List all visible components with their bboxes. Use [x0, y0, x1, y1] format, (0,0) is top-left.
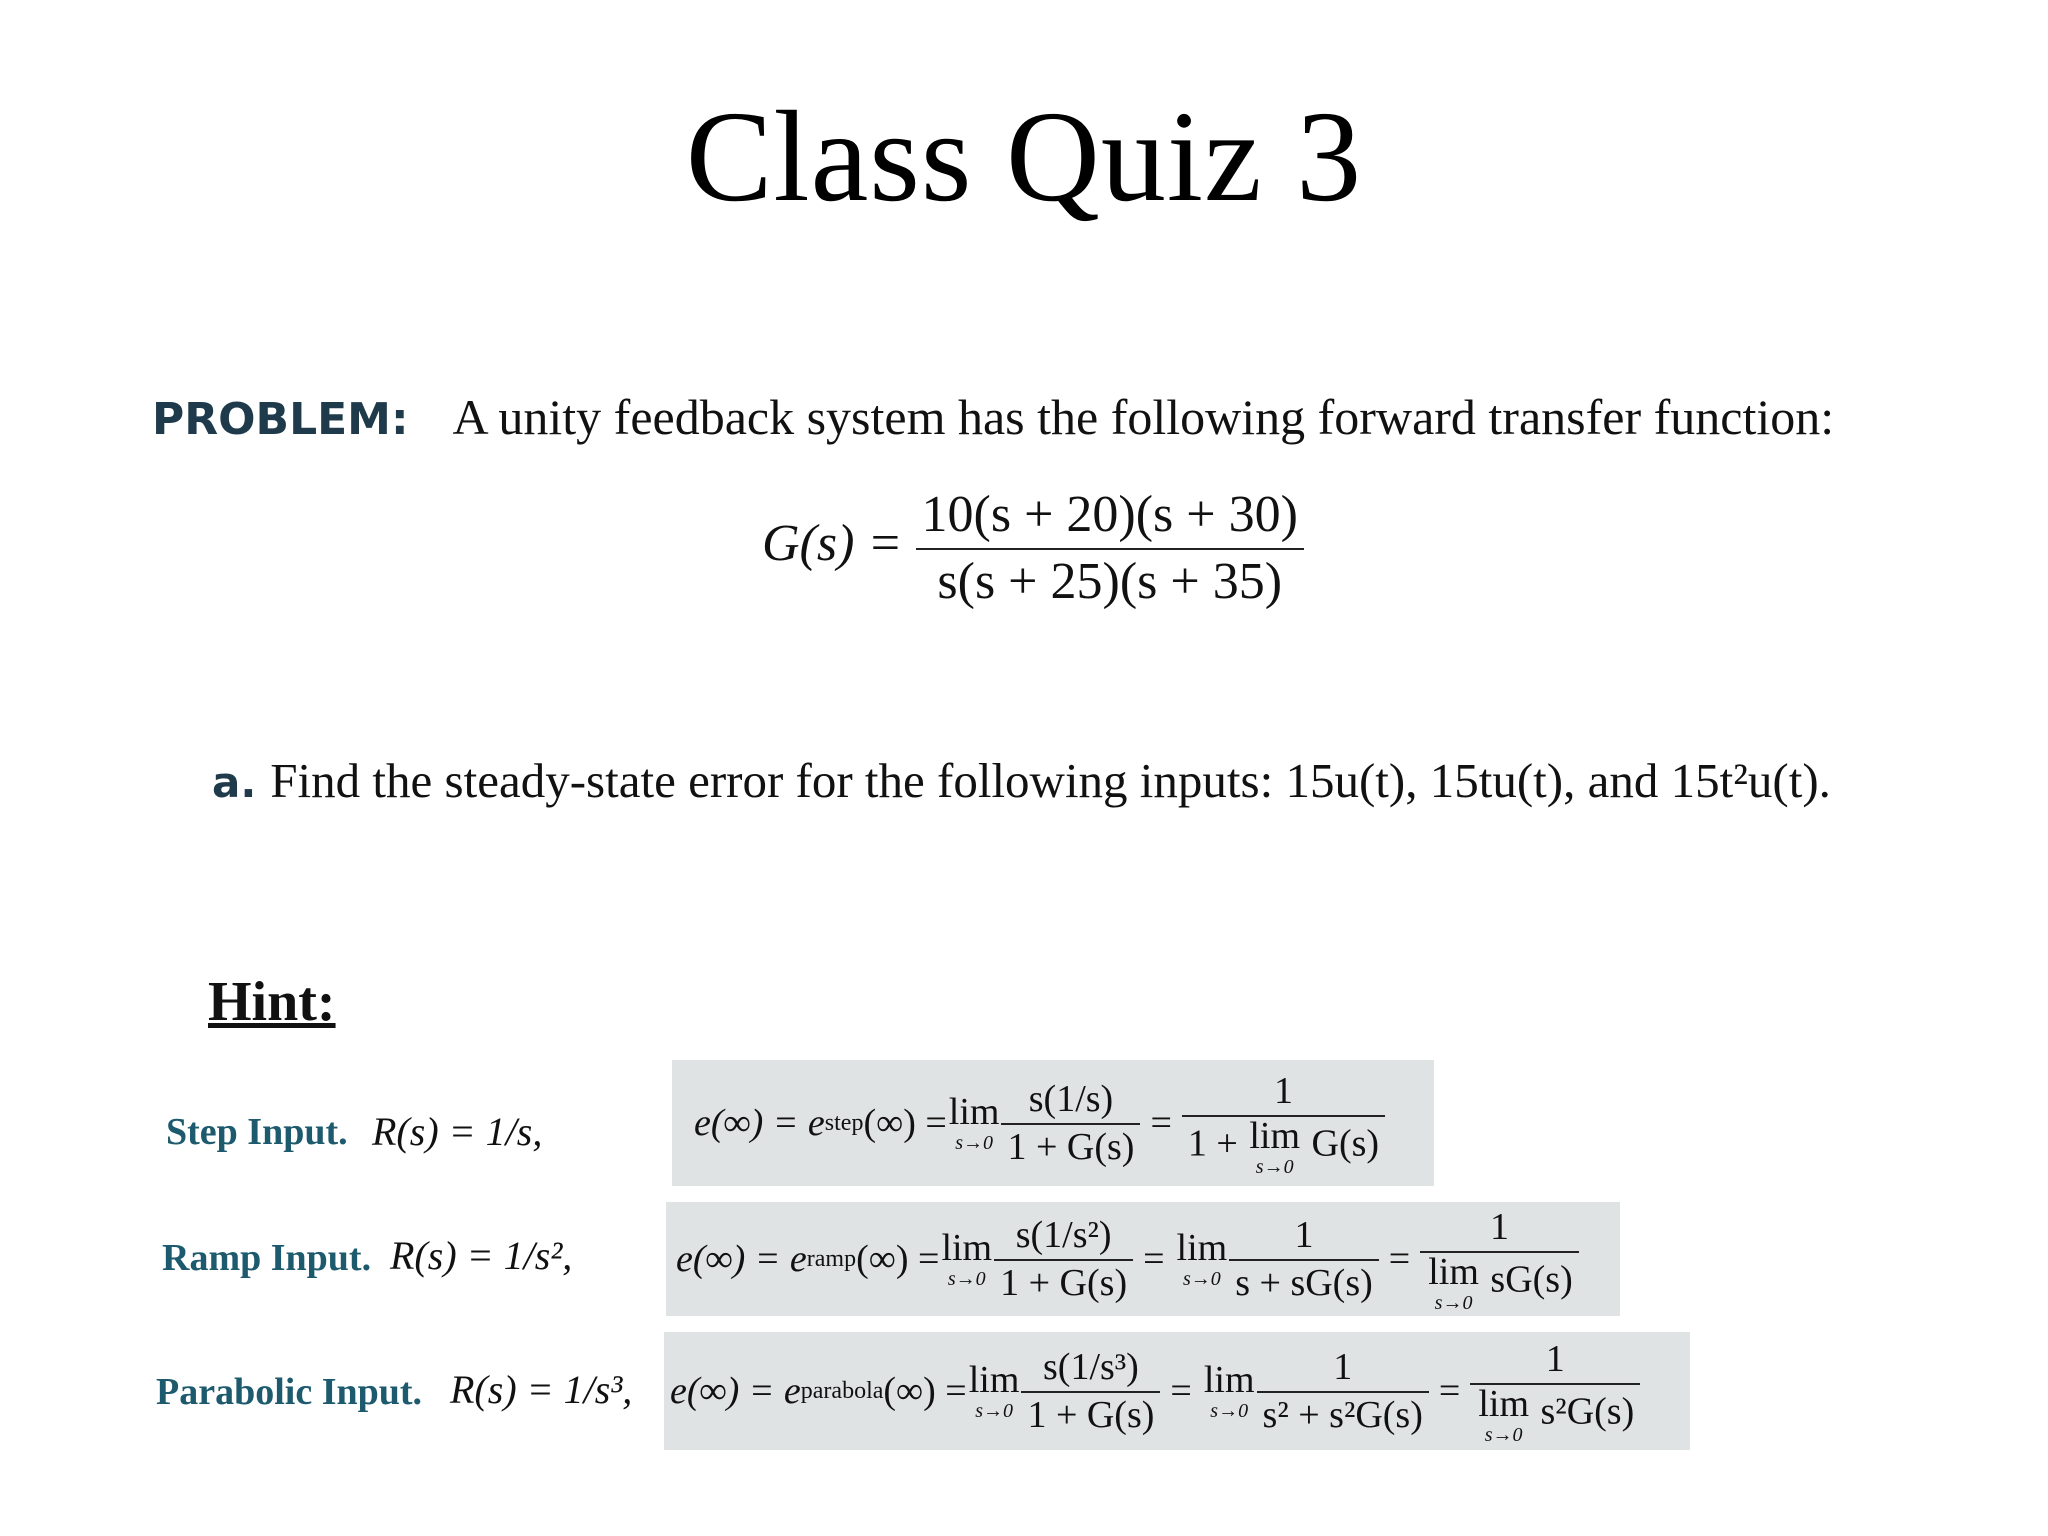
lim-sub: s→0 [947, 1268, 986, 1290]
lim-sub: s→0 [1210, 1400, 1249, 1422]
ramp-formula-lhs: e(∞) = e [676, 1238, 807, 1280]
problem-text: A unity feedback system has the following forward transfer function: [452, 389, 1835, 445]
step-error-formula [672, 1060, 1434, 1186]
part-a-text: Find the steady-state error for the following inputs: 15u(t), 15tu(t), and 15t²u(t). [270, 753, 1831, 808]
parabolic-fraction-2 [1257, 1345, 1429, 1437]
lim-sub: s→0 [1434, 1292, 1473, 1314]
lim-sub: s→0 [1484, 1424, 1523, 1446]
lim-word: lim [1478, 1383, 1530, 1425]
equals-sign: = [1143, 1238, 1165, 1280]
ramp-input-label: Ramp Input. [162, 1237, 372, 1279]
parabolic-formula-lhs-tail: (∞) = [883, 1370, 967, 1412]
fraction-numerator: s(1/s²) [994, 1213, 1133, 1261]
lim-word: lim [1249, 1115, 1301, 1157]
lim-word: lim [1176, 1227, 1228, 1269]
gs-fraction [916, 485, 1304, 611]
step-formula-lhs: e(∞) = e [694, 1102, 825, 1144]
fraction-denominator: 1 + G(s) [1027, 1394, 1155, 1436]
parabolic-input-label: Parabolic Input. [156, 1371, 423, 1413]
parabolic-limit-2 [1204, 1361, 1255, 1421]
ramp-formula-lhs-tail: (∞) = [856, 1238, 940, 1280]
lim-sub: s→0 [955, 1132, 994, 1154]
step-fraction-2 [1182, 1069, 1385, 1177]
fraction-denominator [1420, 1253, 1579, 1313]
equals-sign: = [1150, 1102, 1172, 1144]
inner-limit [1249, 1117, 1300, 1177]
hint-heading: Hint: [208, 971, 336, 1033]
lim-word: lim [948, 1091, 1000, 1133]
ramp-fraction-3 [1420, 1205, 1579, 1313]
step-formula-lhs-tail: (∞) = [863, 1102, 947, 1144]
lim-sub: s→0 [1182, 1268, 1221, 1290]
ramp-limit-2 [1177, 1229, 1228, 1289]
parabolic-formula-lhs: e(∞) = e [670, 1370, 801, 1412]
fraction-denominator: s + sG(s) [1235, 1262, 1373, 1304]
page-title: Class Quiz 3 [685, 85, 1363, 229]
gs-lhs: G(s) = [762, 514, 903, 572]
equals-sign: = [1388, 1238, 1411, 1280]
parabolic-fraction-3 [1470, 1337, 1640, 1445]
lim-word: lim [941, 1227, 993, 1269]
ramp-input-r: R(s) = 1/s², [390, 1233, 573, 1278]
lim-sub: s→0 [975, 1400, 1013, 1422]
parabolic-formula-sub: parabola [800, 1377, 884, 1404]
ramp-error-formula [666, 1202, 1620, 1316]
lim-word: lim [1203, 1359, 1255, 1401]
fraction-denominator: s² + s²G(s) [1262, 1394, 1423, 1436]
den-prefix: 1 + [1187, 1122, 1238, 1165]
step-fraction-1 [1001, 1077, 1140, 1169]
fraction-denominator: 1 + G(s) [1007, 1126, 1135, 1168]
part-a-question [212, 752, 1831, 809]
fraction-denominator: 1 + G(s) [1000, 1262, 1128, 1304]
step-input-r: R(s) = 1/s, [372, 1109, 543, 1154]
fraction-numerator: 1 [1420, 1205, 1579, 1253]
ramp-formula-sub: ramp [806, 1245, 857, 1272]
fraction-denominator [1182, 1117, 1385, 1177]
inner-limit [1478, 1385, 1529, 1445]
parabolic-error-formula [664, 1332, 1690, 1450]
part-a-label: a. [212, 758, 257, 807]
parabolic-fraction-1 [1021, 1345, 1160, 1437]
gs-numerator: 10(s + 20)(s + 30) [916, 485, 1304, 550]
den-suffix: G(s) [1311, 1122, 1380, 1165]
den-suffix: sG(s) [1490, 1258, 1573, 1301]
fraction-numerator: 1 [1182, 1069, 1385, 1117]
den-suffix: s²G(s) [1540, 1390, 1635, 1433]
ramp-fraction-2 [1229, 1213, 1379, 1305]
parabolic-input-r: R(s) = 1/s³, [450, 1367, 633, 1412]
gs-denominator: s(s + 25)(s + 35) [937, 553, 1283, 610]
fraction-denominator [1470, 1385, 1640, 1445]
transfer-function-equation [762, 485, 1304, 611]
lim-sub: s→0 [1255, 1156, 1294, 1178]
fraction-numerator: s(1/s) [1001, 1077, 1140, 1125]
step-formula-sub: step [824, 1109, 864, 1136]
inner-limit [1428, 1253, 1479, 1313]
fraction-numerator: 1 [1229, 1213, 1379, 1261]
step-limit [949, 1093, 1000, 1153]
fraction-numerator: s(1/s³) [1021, 1345, 1160, 1393]
ramp-fraction-1 [994, 1213, 1133, 1305]
problem-label: PROBLEM: [152, 394, 409, 445]
equals-sign: = [1170, 1370, 1192, 1412]
problem-statement [152, 388, 1834, 446]
equals-sign: = [1438, 1370, 1461, 1412]
parabolic-limit-1 [969, 1361, 1020, 1421]
fraction-numerator: 1 [1470, 1337, 1640, 1385]
lim-word: lim [1428, 1251, 1479, 1293]
lim-word: lim [968, 1359, 1020, 1401]
ramp-limit-1 [941, 1229, 992, 1289]
step-input-label: Step Input. [166, 1111, 348, 1153]
fraction-numerator: 1 [1257, 1345, 1429, 1393]
